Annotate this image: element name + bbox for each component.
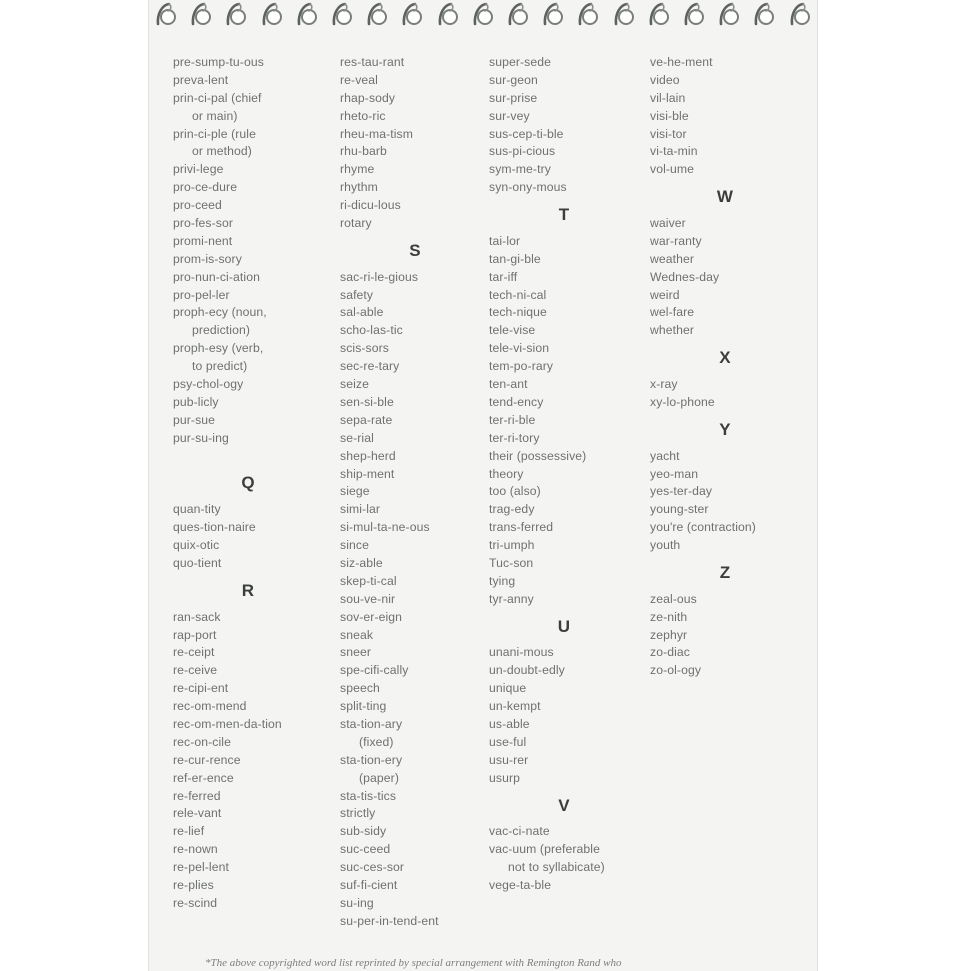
word-entry: sur-geon [489, 72, 538, 87]
word-entry: zo-diac [650, 645, 690, 660]
word-entry: since [340, 538, 369, 553]
spiral-ring-icon [295, 2, 319, 28]
word-entry: rec-om-mend [173, 699, 247, 714]
word-entry: yeo-man [650, 466, 699, 481]
section-letter-heading: R [241, 580, 255, 600]
word-entry: to predict) [192, 359, 248, 374]
section-letter-heading: Q [241, 473, 255, 493]
word-entry: ref-er-ence [173, 770, 234, 785]
word-entry: sneer [340, 645, 371, 660]
word-entry: re-pel-lent [173, 860, 229, 875]
word-entry: rheto-ric [340, 108, 386, 123]
word-entry: vil-lain [650, 90, 686, 105]
word-entry: pro-ce-dure [173, 180, 238, 195]
word-entry: whether [650, 323, 695, 338]
spiral-ring-icon [647, 2, 671, 28]
word-entry: pro-nun-ci-ation [173, 269, 260, 284]
word-entry: unique [489, 681, 527, 696]
word-entry: vac-ci-nate [489, 824, 550, 839]
spiral-ring-icon [576, 2, 600, 28]
word-entry: unani-mous [489, 645, 554, 660]
word-entry: re-ceive [173, 663, 218, 678]
word-entry: si-mul-ta-ne-ous [340, 520, 430, 535]
word-entry: ques-tion-naire [173, 520, 256, 535]
section-letter-heading: S [409, 240, 421, 260]
word-entry: video [650, 72, 680, 87]
word-entry: sur-vey [489, 108, 530, 123]
word-entry: un-kempt [489, 699, 541, 714]
word-entry: trans-ferred [489, 520, 554, 535]
word-entry: use-ful [489, 734, 527, 749]
word-entry: rhyme [340, 162, 375, 177]
word-entry: too (also) [489, 484, 541, 499]
word-entry: scho-las-tic [340, 323, 403, 338]
word-column-3 [489, 54, 639, 895]
spiral-ring-icon [436, 2, 460, 28]
word-entry: promi-nent [173, 233, 233, 248]
word-entry: sym-me-try [489, 162, 551, 177]
word-entry: res-tau-rant [340, 55, 405, 69]
section-letter-heading: Y [719, 419, 731, 439]
word-entry: usu-rer [489, 752, 529, 767]
word-entry: siege [340, 484, 370, 499]
word-entry: tai-lor [489, 233, 521, 248]
word-entry: psy-chol-ogy [173, 377, 244, 392]
word-entry: Wednes-day [650, 269, 720, 284]
word-entry: pre-sump-tu-ous [173, 55, 264, 69]
spiral-ring-icon [224, 2, 248, 28]
word-entry: sta-tion-ery [340, 752, 403, 767]
word-entry: zeal-ous [650, 591, 697, 606]
section-letter-heading: W [716, 187, 734, 207]
footnote: *The above copyrighted word list reprinted by special arrangement with Remington Rand who [205, 957, 622, 969]
spiral-ring-icon [612, 2, 636, 28]
word-entry: ten-ant [489, 377, 528, 392]
word-entry: tying [489, 573, 516, 588]
word-column-2 [340, 54, 490, 931]
word-entry: simi-lar [340, 502, 381, 517]
word-entry: waiver [650, 216, 686, 231]
word-entry: sub-sidy [340, 824, 387, 839]
word-entry: sal-able [340, 305, 384, 320]
word-entry: theory [489, 466, 524, 481]
word-entry: tyr-anny [489, 591, 534, 606]
spiral-ring-icon [154, 2, 178, 28]
word-entry: sac-ri-le-gious [340, 269, 419, 284]
word-entry: tech-nique [489, 305, 547, 320]
word-entry: their (possessive) [489, 448, 587, 463]
spiral-ring-icon [506, 2, 530, 28]
word-column-1 [173, 54, 323, 913]
word-entry: tele-vise [489, 323, 536, 338]
word-column-4 [650, 54, 800, 680]
word-entry: suc-ceed [340, 842, 391, 857]
section-letter-heading: T [558, 205, 570, 225]
word-entry: ze-nith [650, 609, 688, 624]
word-entry: su-ing [340, 895, 374, 910]
word-entry: yacht [650, 448, 680, 463]
word-entry: re-ferred [173, 788, 221, 803]
word-entry: speech [340, 681, 380, 696]
word-entry: sov-er-eign [340, 609, 403, 624]
word-entry: ter-ri-tory [489, 430, 540, 445]
section-letter-heading: V [558, 795, 570, 815]
spiral-ring-icon [541, 2, 565, 28]
word-entry: sepa-rate [340, 412, 393, 427]
word-entry: sen-si-ble [340, 394, 394, 409]
word-entry: not to syllabicate) [508, 860, 605, 875]
word-entry: trag-edy [489, 502, 535, 517]
word-entry: sneak [340, 627, 374, 642]
word-entry: strictly [340, 806, 376, 821]
spacer [173, 448, 323, 466]
spiral-ring-icon [471, 2, 495, 28]
word-entry: ship-ment [340, 466, 395, 481]
word-entry: visi-ble [650, 108, 689, 123]
word-entry: re-scind [173, 895, 218, 910]
spiral-ring-icon [400, 2, 424, 28]
word-entry: tar-iff [489, 269, 518, 284]
word-entry: Tuc-son [489, 555, 534, 570]
word-entry: scis-sors [340, 341, 389, 356]
section-letter-heading: Z [719, 562, 731, 582]
word-entry: super-sede [489, 55, 551, 69]
word-entry: pur-su-ing [173, 430, 229, 445]
word-entry: sta-tis-tics [340, 788, 397, 803]
spiral-ring-icon [788, 2, 812, 28]
word-entry: safety [340, 287, 374, 302]
word-entry: pro-pel-ler [173, 287, 230, 302]
word-entry: rec-om-men-da-tion [173, 716, 282, 731]
word-entry: proph-ecy (noun, [173, 305, 267, 320]
word-entry: sus-pi-cious [489, 144, 556, 159]
word-entry: quan-tity [173, 502, 221, 517]
word-entry: sou-ve-nir [340, 591, 396, 606]
word-entry: sta-tion-ary [340, 716, 403, 731]
word-entry: zephyr [650, 627, 688, 642]
word-entry: rele-vant [173, 806, 222, 821]
word-entry: ran-sack [173, 609, 221, 624]
word-entry: se-rial [340, 430, 374, 445]
word-entry: suc-ces-sor [340, 860, 405, 875]
word-entry: skep-ti-cal [340, 573, 397, 588]
word-entry: weird [650, 287, 680, 302]
word-entry: re-cipi-ent [173, 681, 229, 696]
word-entry: quix-otic [173, 538, 220, 553]
word-entry: you're (contraction) [650, 520, 756, 535]
word-entry: weather [650, 251, 695, 266]
word-entry: pro-ceed [173, 198, 222, 213]
word-entry: preva-lent [173, 72, 229, 87]
word-entry: re-plies [173, 878, 214, 892]
word-entry: un-doubt-edly [489, 663, 565, 678]
word-entry: xy-lo-phone [650, 394, 715, 409]
word-entry: su-per-in-tend-ent [340, 913, 439, 928]
spiral-ring-icon [189, 2, 213, 28]
word-entry: tri-umph [489, 538, 535, 553]
word-entry: yes-ter-day [650, 484, 713, 499]
word-entry: prin-ci-ple (rule [173, 126, 256, 141]
word-entry: vi-ta-min [650, 144, 698, 159]
word-entry: x-ray [650, 377, 678, 392]
word-entry: re-nown [173, 842, 218, 857]
word-entry: quo-tient [173, 555, 222, 570]
word-entry: re-ceipt [173, 645, 215, 660]
word-entry: war-ranty [650, 233, 702, 248]
word-entry: pur-sue [173, 412, 216, 427]
word-entry: prom-is-sory [173, 251, 242, 266]
word-entry: privi-lege [173, 162, 224, 177]
word-entry: proph-esy (verb, [173, 341, 264, 356]
word-entry: zo-ol-ogy [650, 663, 702, 678]
word-entry: siz-able [340, 555, 383, 570]
word-entry: vac-uum (preferable [489, 842, 600, 857]
word-entry: rap-port [173, 627, 217, 642]
word-entry: seize [340, 377, 369, 392]
word-entry: prin-ci-pal (chief [173, 90, 262, 105]
word-entry: ve-he-ment [650, 55, 713, 69]
spiral-ring-icon [752, 2, 776, 28]
word-entry: syn-ony-mous [489, 180, 567, 195]
word-entry: rotary [340, 216, 372, 231]
word-entry: prediction) [192, 323, 251, 338]
word-entry: (fixed) [359, 734, 394, 749]
word-entry: or method) [192, 144, 252, 159]
word-entry: (paper) [359, 770, 399, 785]
word-entry: sur-prise [489, 90, 538, 105]
word-entry: tech-ni-cal [489, 287, 547, 302]
word-entry: re-cur-rence [173, 752, 241, 767]
word-entry: tend-ency [489, 394, 544, 409]
word-entry: ter-ri-ble [489, 412, 536, 427]
word-entry: re-veal [340, 72, 378, 87]
section-letter-heading: U [557, 616, 571, 636]
word-entry: suf-fi-cient [340, 877, 398, 892]
word-entry: sec-re-tary [340, 359, 400, 374]
word-entry: tele-vi-sion [489, 341, 550, 356]
word-entry: pro-fes-sor [173, 216, 234, 231]
spiral-ring-icon [330, 2, 354, 28]
word-entry: tan-gi-ble [489, 251, 541, 266]
word-entry: split-ting [340, 699, 387, 714]
word-entry: rhap-sody [340, 90, 396, 105]
word-entry: re-lief [173, 824, 205, 839]
word-entry: wel-fare [650, 305, 695, 320]
spiral-ring-icon [717, 2, 741, 28]
word-entry: vol-ume [650, 162, 695, 177]
word-entry: rhythm [340, 180, 378, 195]
word-entry: pub-licly [173, 394, 219, 409]
word-entry: visi-tor [650, 126, 687, 141]
spiral-ring-icon [260, 2, 284, 28]
spiral-ring-icon [682, 2, 706, 28]
word-entry: rec-on-cile [173, 734, 231, 749]
word-entry: young-ster [650, 502, 709, 517]
word-entry: rheu-ma-tism [340, 126, 413, 141]
word-entry: shep-herd [340, 448, 396, 463]
section-letter-heading: X [719, 348, 731, 368]
word-entry: ri-dicu-lous [340, 198, 401, 213]
word-entry: tem-po-rary [489, 359, 554, 374]
word-entry: usurp [489, 770, 520, 785]
word-entry: us-able [489, 716, 530, 731]
word-entry: rhu-barb [340, 144, 387, 159]
spiral-ring-icon [365, 2, 389, 28]
word-entry: youth [650, 538, 681, 553]
word-entry: spe-cifi-cally [340, 663, 409, 678]
word-entry: sus-cep-ti-ble [489, 126, 564, 141]
word-entry: or main) [192, 108, 238, 123]
spiral-binding [148, 0, 816, 30]
word-entry: vege-ta-ble [489, 878, 552, 893]
